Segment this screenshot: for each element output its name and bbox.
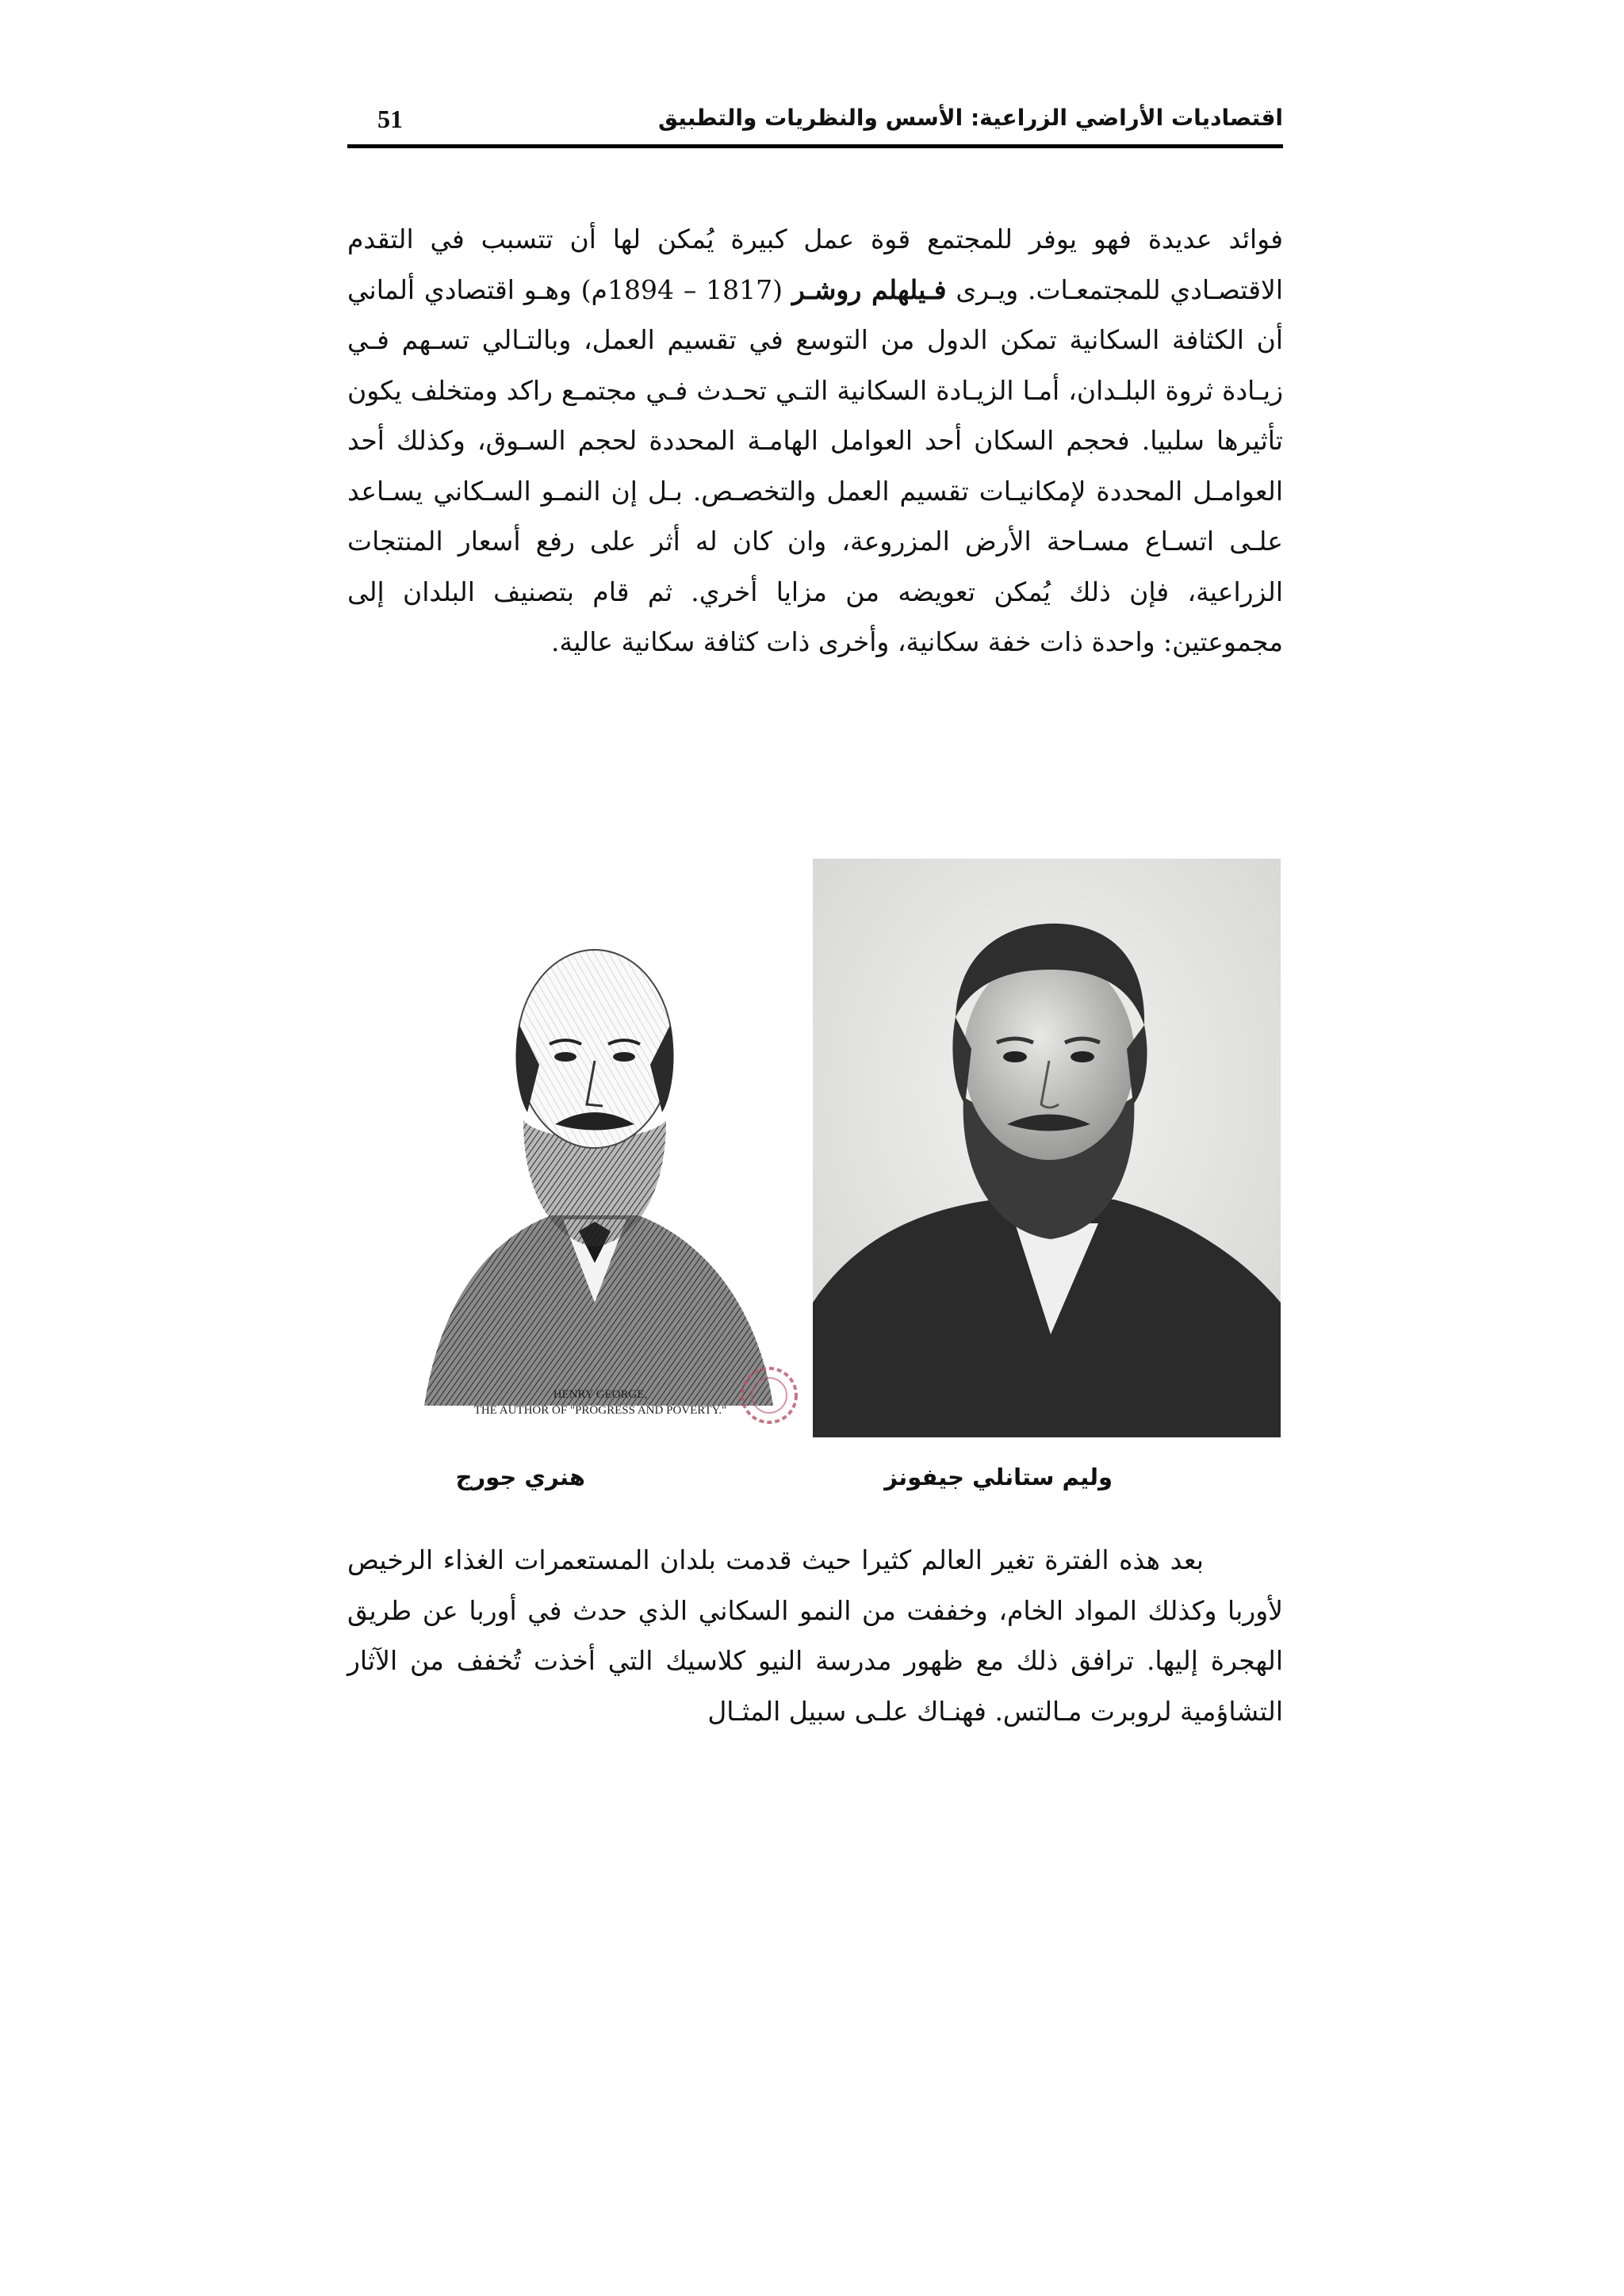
- jevons-photo: [813, 859, 1281, 1437]
- caption-henry-george: هنري جورج: [455, 1464, 585, 1490]
- watermark-stamp: [733, 1360, 805, 1431]
- page-number: 51: [377, 105, 403, 133]
- header-rule: [347, 144, 1283, 148]
- paragraph-2-text: بعد هذه الفترة تغير العالم كثيرا حيث قدمت بلدان المستعمرات الغذاء الرخيص لأوربا وكذلك المواد الخام، وخففت من النمو السكاني الذي حدث في أوربا عن طريق الهجرة إليها. ترافق ذلك مع ظهور مدرسة النيو كلاسيك التي أخذت تُخفف من الآثار التشاؤمية لروبرت مـالتس. فهنـاك علـى سبيل المثـال: [347, 1544, 1283, 1727]
- caption-jevons: وليم ستانلي جيفونز: [884, 1464, 1113, 1490]
- henry-george-portrait-graphic: [393, 859, 801, 1437]
- page-header: [347, 101, 1283, 149]
- paragraph-1: [347, 214, 1283, 668]
- engraving-caption-line-1: HENRY GEORGE,: [553, 1388, 648, 1401]
- paragraph-1-part-2: (1817 – 1894م) وهـو اقتصادي ألماني أن الكثافة السكانية تمكن الدول من التوسع في تقسيم العمل، وبالتـالي تسـهم فـي زيـادة ثروة البلـدان، أمـا الزيـادة السكانية التـي تحـدث فـي مجتمـع راكد ومتخلف يكون تأثيرها سلبيا. فحجم السكان أحد العوامل الهامـة المحددة لحجم السـوق، وكذلك أحد العوامـل المحددة لإمكانيـات تقسيم العمل والتخصـص. بـل إن النمـو السـكاني يسـاعد علـى اتسـاع مسـاحة الأرض المزروعة، وان كان له أثر على رفع أسعار المنتجات الزراعية، فإن ذلك يُمكن تعويضه من مزايا أخري. ثم قام بتصنيف البلدان إلى مجموعتين: واحدة ذات خفة سكانية، وأخرى ذات كثافة سكانية عالية.: [347, 274, 1283, 657]
- paragraph-1-part-1: فوائد عديدة فهو يوفر للمجتمع قوة عمل كبيرة يُمكن لها أن تتسبب في التقدم الاقتصـادي للمجتمعـات. ويـرى: [347, 224, 1284, 305]
- running-title: اقتصاديات الأراضي الزراعية: الأسس والنظريات والتطبيق: [658, 105, 1283, 131]
- jevons-portrait-graphic: [813, 859, 1281, 1437]
- paragraph-2: [347, 1535, 1283, 1736]
- engraving-caption-line-2: THE AUTHOR OF "PROGRESS AND POVERTY.": [473, 1404, 727, 1417]
- henry-george-engraving: [393, 859, 801, 1437]
- paragraph-1-text: [347, 214, 1283, 668]
- roscher-name: فـيلهلم روشـر: [791, 274, 947, 305]
